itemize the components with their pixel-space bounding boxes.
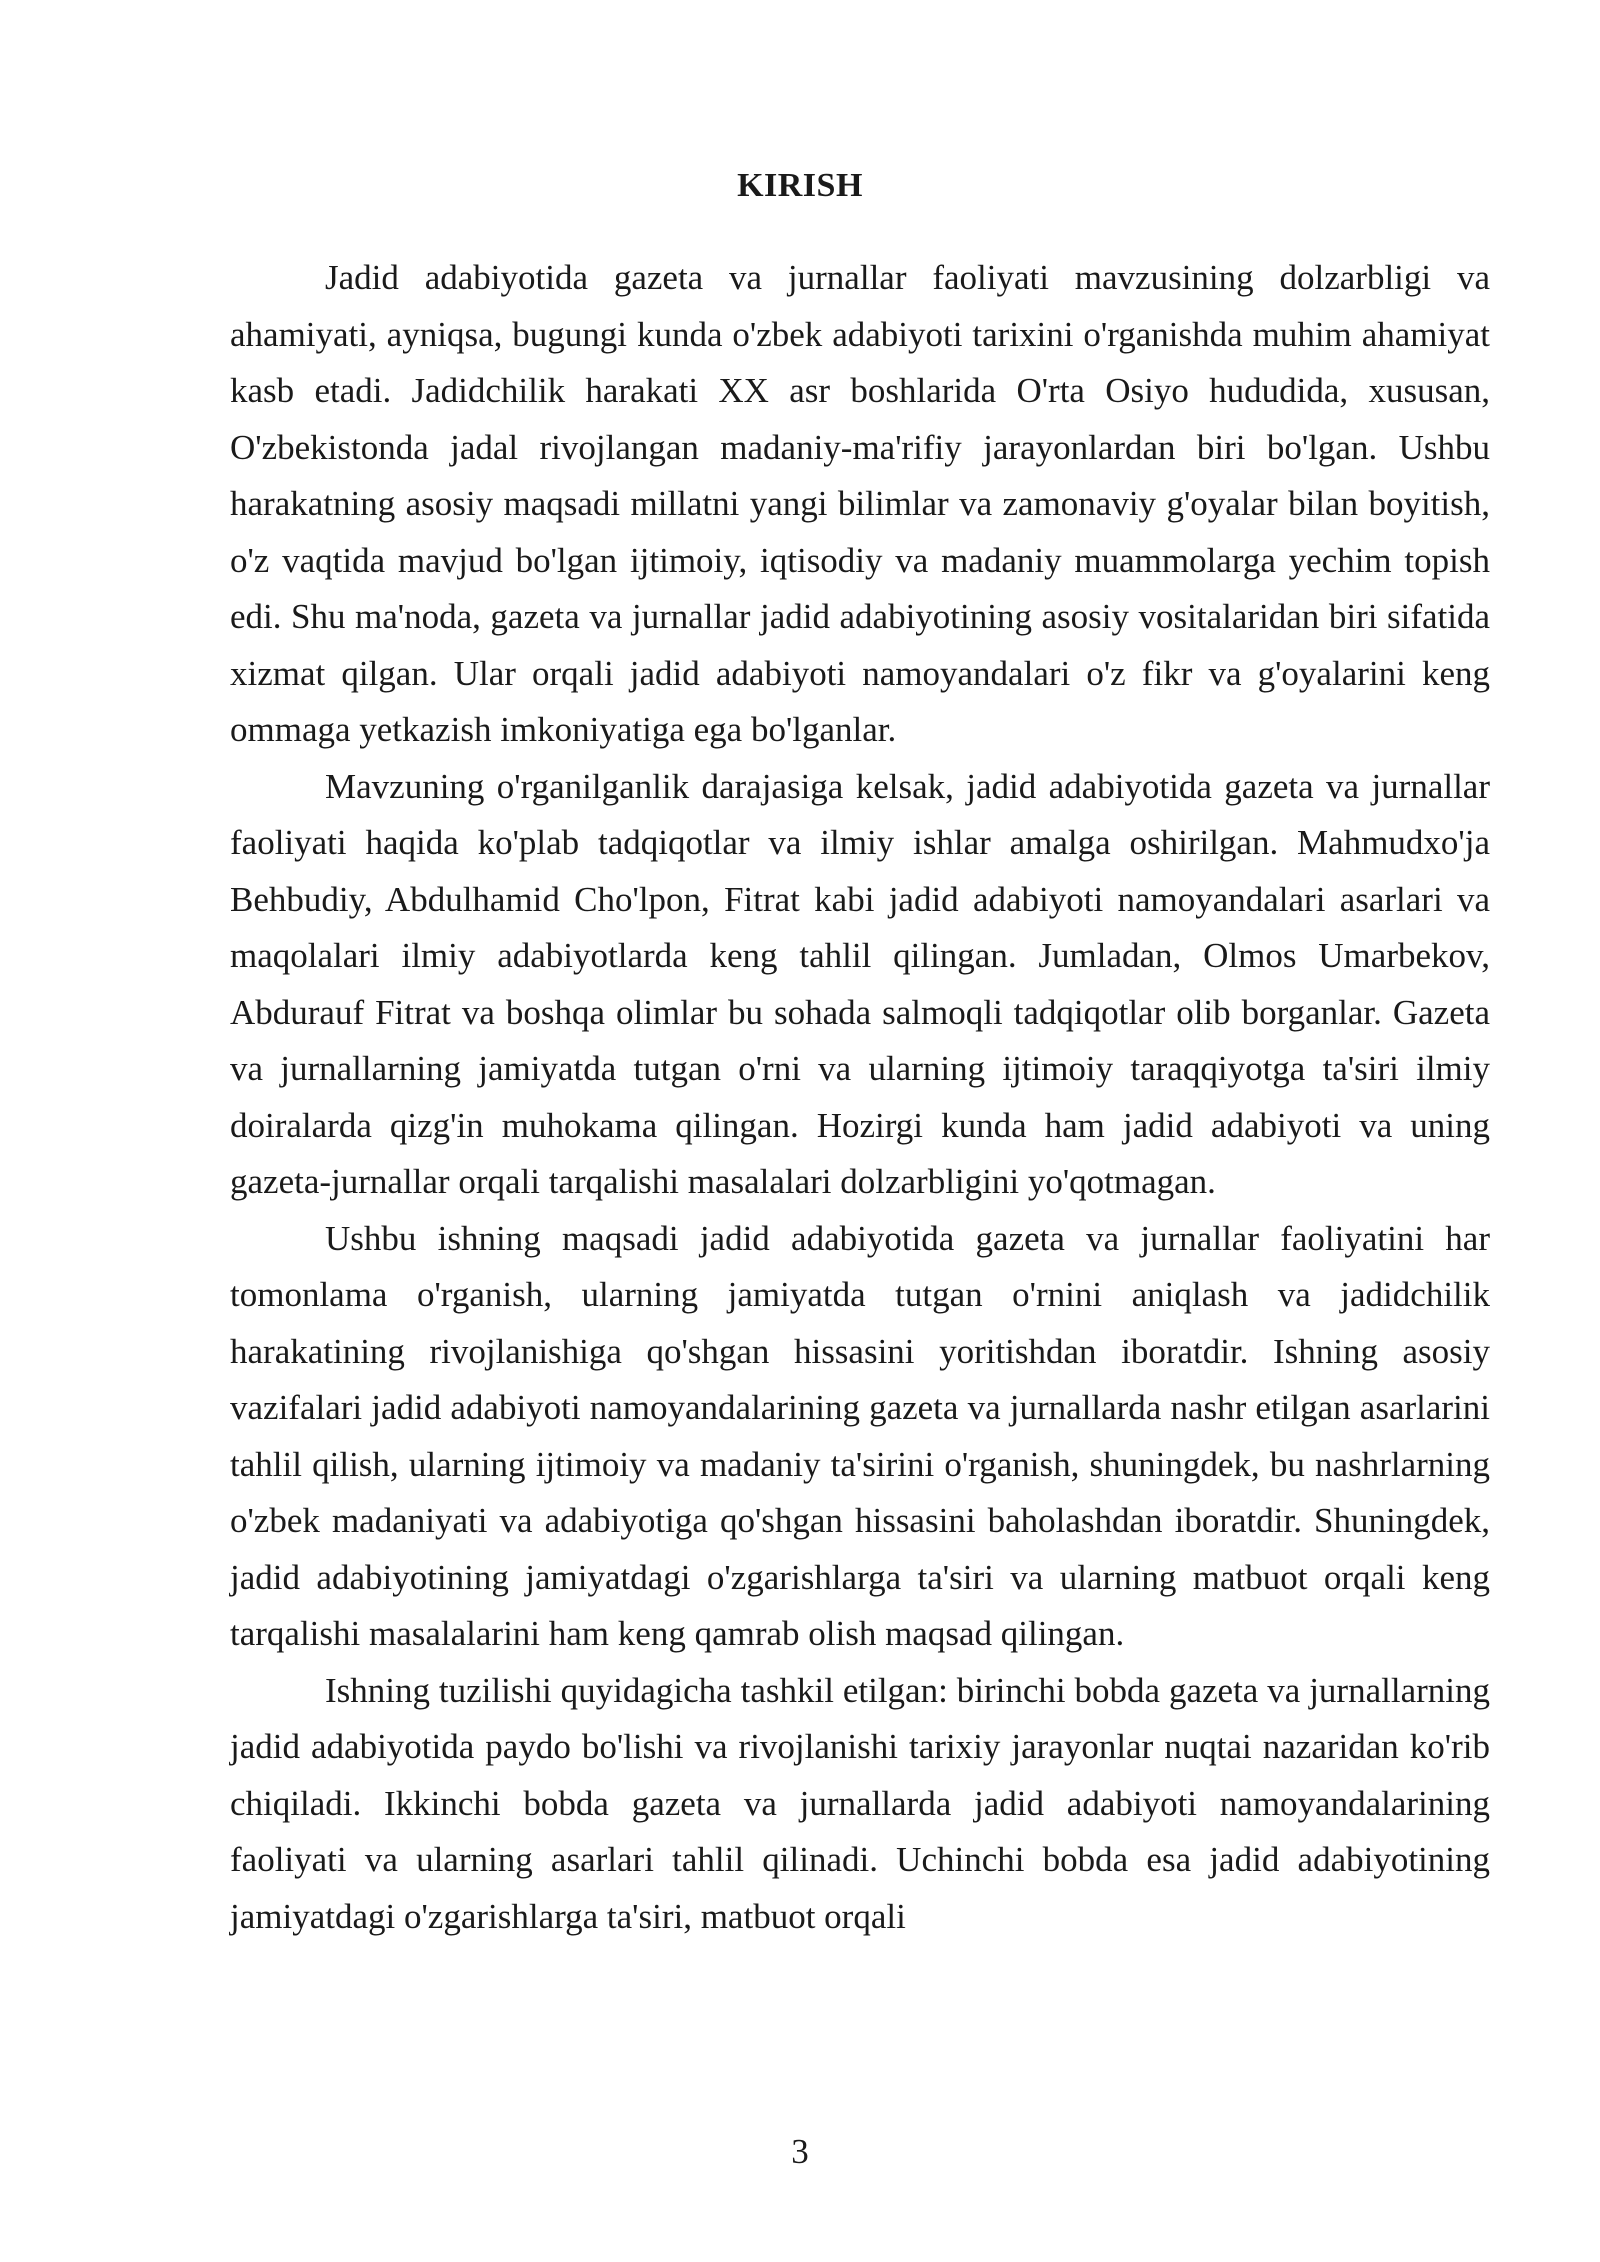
paragraph-1: Jadid adabiyotida gazeta va jurnallar faoliyati mavzusining dolzarbligi va ahamiyati, ayniqsa, bugungi kunda o'zbek adabiyoti tarixini o'rganishda muhim ahamiyat kasb etadi. Jadidchilik harakati XX asr boshlarida O'rta Osiyo hududida, xususan, O'zbekistonda jadal rivojlangan madaniy-ma'rifiy jarayonlardan biri bo'lgan. Ushbu harakatning asosiy maqsadi millatni yangi bilimlar va zamonaviy g'oyalar bilan boyitish, o'z vaqtida mavjud bo'lgan ijtimoiy, iqtisodiy va madaniy muammolarga yechim topish edi. Shu ma'noda, gazeta va jurnallar jadid adabiyotining asosiy vositalaridan biri sifatida xizmat qilgan. Ular orqali jadid adabiyoti namoyandalari o'z fikr va g'oyalarini keng ommaga yetkazish imkoniyatiga ega bo'lganlar. [230, 258, 1490, 749]
paragraph-4: Ishning tuzilishi quyidagicha tashkil etilgan: birinchi bobda gazeta va jurnallarning jadid adabiyotida paydo bo'lishi va rivojlanishi tarixiy jarayonlar nuqtai nazaridan ko'rib chiqiladi. Ikkinchi bobda gazeta va jurnallarda jadid adabiyoti namoyandalarining faoliyati va ularning asarlari tahlil qilinadi. Uchinchi bobda esa jadid adabiyotining jamiyatdagi o'zgarishlarga ta'siri, matbuot orqali [230, 1670, 1490, 1936]
page-number: 3 [791, 2132, 809, 2171]
paragraph-2: Mavzuning o'rganilganlik darajasiga kelsak, jadid adabiyotida gazeta va jurnallar faoliyati haqida ko'plab tadqiqotlar va ilmiy ishlar amalga oshirilgan. Mahmudxo'ja Behbudiy, Abdulhamid Cho'lpon, Fitrat kabi jadid adabiyoti namoyandalari asarlari va maqolalari ilmiy adabiyotlarda keng tahlil qilingan. Jumladan, Olmos Umarbekov, Abdurauf Fitrat va boshqa olimlar bu sohada salmoqli tadqiqotlar olib borganlar. Gazeta va jurnallarning jamiyatda tutgan o'rni va ularning ijtimoiy taraqqiyotga ta'siri ilmiy doiralarda qizg'in muhokama qilingan. Hozirgi kunda ham jadid adabiyoti va uning gazeta-jurnallar orqali tarqalishi masalalari dolzarbligini yo'qotmagan. [230, 766, 1490, 1201]
section-title: KIRISH [737, 167, 863, 204]
body-text [230, 250, 1490, 1945]
paragraph-3: Ushbu ishning maqsadi jadid adabiyotida gazeta va jurnallar faoliyatini har tomonlama o'rganish, ularning jamiyatda tutgan o'rnini aniqlash va jadidchilik harakatining rivojlanishiga qo'shgan hissasini yoritishdan iboratdir. Ishning asosiy vazifalari jadid adabiyoti namoyandalarining gazeta va jurnallarda nashr etilgan asarlarini tahlil qilish, ularning ijtimoiy va madaniy ta'sirini o'rganish, shuningdek, bu nashrlarning o'zbek madaniyati va adabiyotiga qo'shgan hissasini baholashdan iboratdir. Shuningdek, jadid adabiyotining jamiyatdagi o'zgarishlarga ta'siri va ularning matbuot orqali keng tarqalishi masalalarini ham keng qamrab olish maqsad qilingan. [230, 1218, 1490, 1653]
